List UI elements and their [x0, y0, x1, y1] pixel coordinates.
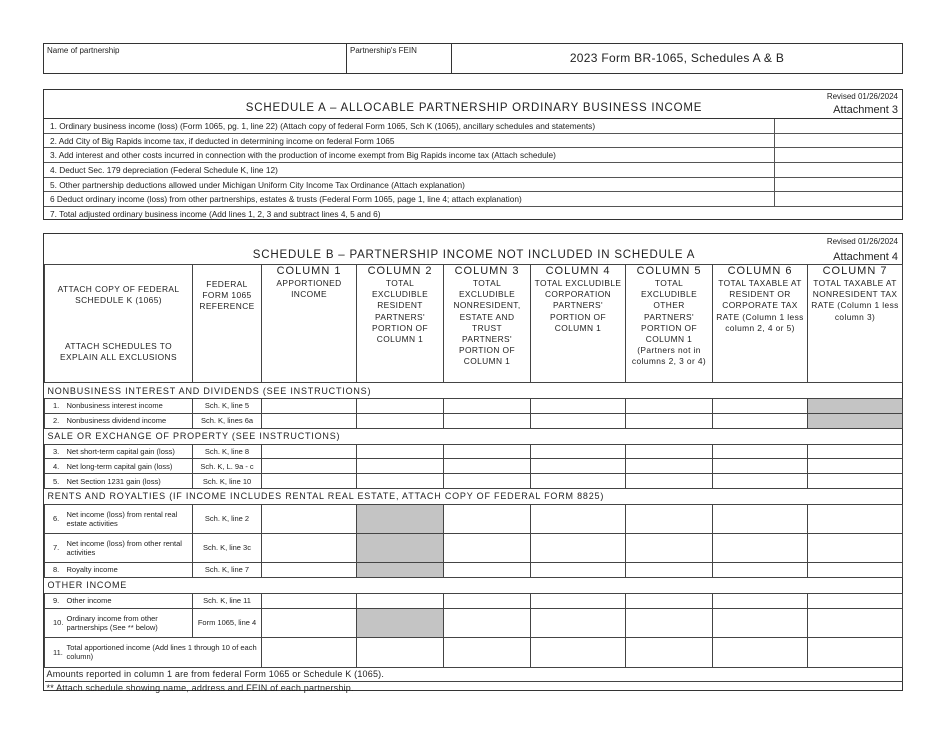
- schedule-a-amount-field[interactable]: [774, 163, 902, 177]
- column-4-header: [531, 265, 626, 383]
- row-number: 8.: [45, 562, 65, 577]
- section-nonbusiness-heading: NONBUSINESS INTEREST AND DIVIDENDS (SEE INSTRUCTIONS): [45, 383, 903, 399]
- row-number: 10.: [45, 608, 65, 637]
- amount-cell[interactable]: [531, 399, 626, 414]
- amount-cell[interactable]: [713, 474, 808, 489]
- table-row: [45, 459, 903, 474]
- column-4-desc: TOTAL EXCLUDIBLE CORPORATION PARTNERS' PORTION OF COLUMN 1: [534, 278, 622, 333]
- amount-cell[interactable]: [531, 474, 626, 489]
- amount-cell[interactable]: [713, 504, 808, 533]
- column-7-desc: TOTAL TAXABLE AT NONRESIDENT TAX RATE (Column 1 less column 3): [811, 278, 899, 322]
- note-row: [45, 681, 903, 695]
- row-number: 6.: [45, 504, 65, 533]
- row-description: Net long-term capital gain (loss): [65, 459, 193, 474]
- column-3-title: COLUMN 3: [454, 265, 520, 277]
- schedule-a-line: [44, 207, 902, 222]
- amount-cell[interactable]: [713, 399, 808, 414]
- column-1-header: [262, 265, 357, 383]
- amount-cell[interactable]: [444, 533, 531, 562]
- form-title: 2023 Form BR-1065, Schedules A & B: [569, 51, 785, 65]
- table-row: [45, 533, 903, 562]
- amount-cell[interactable]: [713, 444, 808, 459]
- amount-cell[interactable]: [444, 413, 531, 428]
- schedule-a-line: [44, 163, 902, 178]
- amount-cell[interactable]: [626, 399, 713, 414]
- schedule-a-line-label: 1. Ordinary business income (loss) (Form 1065, pg. 1, line 22) (Attach copy of federal Form 1065, Sch K (1065), ancillary schedules and statements): [50, 121, 596, 131]
- row-reference: Sch. K, line 10: [193, 474, 262, 489]
- row-description: Net short-term capital gain (loss): [65, 444, 193, 459]
- amount-cell[interactable]: [626, 504, 713, 533]
- row-reference: Sch. K, lines 6a: [193, 413, 262, 428]
- shaded-cell: [357, 608, 444, 637]
- schedule-a-line-label: 6 Deduct ordinary income (loss) from other partnerships, estates & trusts (Federal Form 1065, page 1, line 4; attach explanation): [50, 194, 522, 205]
- column-4-title: COLUMN 4: [545, 265, 611, 277]
- row-reference: Sch. K, line 5: [193, 399, 262, 414]
- row-description: Total apportioned income (Add lines 1 through 10 of each column): [65, 637, 262, 667]
- amount-cell[interactable]: [713, 637, 808, 667]
- amount-cell[interactable]: [713, 608, 808, 637]
- section-row: [45, 488, 903, 504]
- row-description: Royalty income: [65, 562, 193, 577]
- partnership-fein-field[interactable]: [347, 44, 452, 73]
- schedule-a-line: [44, 134, 902, 149]
- row-number: 3.: [45, 444, 65, 459]
- table-row: [45, 504, 903, 533]
- amount-cell[interactable]: [808, 444, 903, 459]
- amount-cell[interactable]: [262, 459, 357, 474]
- partnership-fein-label: Partnership's FEIN: [350, 46, 417, 55]
- amount-cell[interactable]: [357, 399, 444, 414]
- amount-cell[interactable]: [531, 413, 626, 428]
- row-number: 2.: [45, 413, 65, 428]
- schedule-a-line: [44, 119, 902, 134]
- amount-cell[interactable]: [357, 444, 444, 459]
- amount-cell[interactable]: [713, 533, 808, 562]
- shaded-cell: [808, 399, 903, 414]
- amount-cell[interactable]: [626, 459, 713, 474]
- column-3-desc: TOTAL EXCLUDIBLE NONRESIDENT, ESTATE AND TRUST PARTNERS' PORTION OF COLUMN 1: [453, 278, 521, 367]
- amount-cell[interactable]: [357, 593, 444, 608]
- amount-cell[interactable]: [808, 504, 903, 533]
- amount-cell[interactable]: [444, 562, 531, 577]
- amount-cell[interactable]: [357, 474, 444, 489]
- row-number: 5.: [45, 474, 65, 489]
- amount-cell[interactable]: [531, 608, 626, 637]
- schedule-a-line-label: 7. Total adjusted ordinary business income (Add lines 1, 2, 3 and subtract lines 4, 5 and 6): [50, 209, 381, 220]
- amount-cell[interactable]: [262, 444, 357, 459]
- amount-cell[interactable]: [531, 459, 626, 474]
- schedule-b-table: [44, 264, 903, 695]
- amount-cell[interactable]: [444, 474, 531, 489]
- attach-instructions-cell: [45, 265, 193, 383]
- row-reference: Sch. K, line 2: [193, 504, 262, 533]
- amount-cell[interactable]: [444, 593, 531, 608]
- schedule-a-line: [44, 192, 902, 207]
- column-6-header: [713, 265, 808, 383]
- schedule-a-line-label: 3. Add interest and other costs incurred in connection with the production of income exempt from Big Rapids income tax (Attach schedule): [50, 150, 556, 161]
- table-row: [45, 474, 903, 489]
- schedule-a-line-label: 4. Deduct Sec. 179 depreciation (Federal Schedule K, line 12): [50, 165, 278, 176]
- column-2-header: [357, 265, 444, 383]
- row-reference: Sch. K, line 7: [193, 562, 262, 577]
- table-row: [45, 593, 903, 608]
- partnership-name-label: Name of partnership: [47, 46, 120, 55]
- table-row: [45, 413, 903, 428]
- amount-cell[interactable]: [262, 399, 357, 414]
- amount-cell[interactable]: [531, 444, 626, 459]
- schedule-a-amount-field[interactable]: [774, 134, 902, 148]
- amount-cell[interactable]: [808, 474, 903, 489]
- header-box: [43, 43, 903, 74]
- table-row: [45, 637, 903, 667]
- column-7-title: COLUMN 7: [822, 265, 888, 277]
- row-reference: Sch. K, L. 9a - c: [193, 459, 262, 474]
- schedule-a-amount-field[interactable]: [774, 119, 902, 133]
- column-header-row: [45, 265, 903, 383]
- attach-k1-instruction: ATTACH COPY OF FEDERAL SCHEDULE K (1065): [57, 284, 180, 306]
- amount-cell[interactable]: [262, 533, 357, 562]
- row-description: Ordinary income from other partnerships (See ** below): [65, 608, 193, 637]
- attach-schedules-instruction: ATTACH SCHEDULES TO EXPLAIN ALL EXCLUSIONS: [60, 340, 177, 362]
- schedule-a-lines: [44, 118, 902, 222]
- amount-cell[interactable]: [808, 637, 903, 667]
- amount-cell[interactable]: [713, 413, 808, 428]
- schedule-a-line-label: 5. Other partnership deductions allowed under Michigan Uniform City Income Tax Ordinance (Attach explanation): [50, 179, 465, 190]
- note-row: [45, 667, 903, 681]
- amount-cell[interactable]: [626, 533, 713, 562]
- note-column1-source: Amounts reported in column 1 are from federal Form 1065 or Schedule K (1065).: [45, 667, 903, 681]
- amount-cell[interactable]: [713, 562, 808, 577]
- amount-cell[interactable]: [531, 504, 626, 533]
- amount-cell[interactable]: [444, 459, 531, 474]
- amount-cell[interactable]: [626, 562, 713, 577]
- section-sale-heading: SALE OR EXCHANGE OF PROPERTY (SEE INSTRUCTIONS): [45, 428, 903, 444]
- amount-cell[interactable]: [444, 608, 531, 637]
- amount-cell[interactable]: [626, 637, 713, 667]
- schedule-a-line: [44, 178, 902, 193]
- schedule-a-revised: Revised 01/26/2024: [826, 92, 898, 101]
- row-number: 9.: [45, 593, 65, 608]
- amount-cell[interactable]: [626, 593, 713, 608]
- row-description: Other income: [65, 593, 193, 608]
- row-description: Net Section 1231 gain (loss): [65, 474, 193, 489]
- partnership-name-field[interactable]: [44, 44, 347, 73]
- column-7-header: [808, 265, 903, 383]
- amount-cell[interactable]: [262, 608, 357, 637]
- amount-cell[interactable]: [262, 562, 357, 577]
- column-5-title: COLUMN 5: [636, 265, 702, 277]
- schedule-b-attachment: Attachment 4: [833, 251, 898, 263]
- federal-reference-header: FEDERAL FORM 1065 REFERENCE: [193, 265, 262, 383]
- amount-cell[interactable]: [713, 459, 808, 474]
- column-5-header: [626, 265, 713, 383]
- row-number: 7.: [45, 533, 65, 562]
- table-row: [45, 444, 903, 459]
- amount-cell[interactable]: [808, 593, 903, 608]
- amount-cell[interactable]: [626, 608, 713, 637]
- section-row: [45, 383, 903, 399]
- row-description: Nonbusiness interest income: [65, 399, 193, 414]
- amount-cell[interactable]: [531, 637, 626, 667]
- amount-cell[interactable]: [357, 459, 444, 474]
- column-2-desc: TOTAL EXCLUDIBLE RESIDENT PARTNERS' PORTION OF COLUMN 1: [371, 278, 429, 345]
- amount-cell[interactable]: [444, 399, 531, 414]
- amount-cell[interactable]: [808, 562, 903, 577]
- amount-cell[interactable]: [262, 637, 357, 667]
- row-description: Net income (loss) from rental real estate activities: [65, 504, 193, 533]
- schedule-a-line: [44, 148, 902, 163]
- amount-cell[interactable]: [626, 413, 713, 428]
- row-reference: Form 1065, line 4: [193, 608, 262, 637]
- row-number: 4.: [45, 459, 65, 474]
- amount-cell[interactable]: [713, 593, 808, 608]
- amount-cell[interactable]: [262, 413, 357, 428]
- schedule-a-attachment: Attachment 3: [833, 104, 898, 116]
- row-description: Net income (loss) from other rental activities: [65, 533, 193, 562]
- row-reference: Sch. K, line 11: [193, 593, 262, 608]
- amount-cell[interactable]: [531, 562, 626, 577]
- amount-cell[interactable]: [262, 474, 357, 489]
- shaded-cell: [357, 562, 444, 577]
- amount-cell[interactable]: [626, 474, 713, 489]
- schedule-a-amount-field[interactable]: [774, 192, 902, 206]
- schedule-a-title: SCHEDULE A – ALLOCABLE PARTNERSHIP ORDINARY BUSINESS INCOME: [245, 102, 703, 114]
- section-rents-heading: RENTS AND ROYALTIES (IF INCOME INCLUDES RENTAL REAL ESTATE, ATTACH COPY OF FEDERAL FORM 8825): [45, 488, 903, 504]
- amount-cell[interactable]: [626, 444, 713, 459]
- schedule-a-line-label: 2. Add City of Big Rapids income tax, if deducted in determining income on federal Form 1065: [50, 135, 395, 146]
- column-6-title: COLUMN 6: [727, 265, 793, 277]
- amount-cell[interactable]: [444, 444, 531, 459]
- column-1-desc: APPORTIONED INCOME: [276, 278, 342, 300]
- table-row: [45, 399, 903, 414]
- row-number: 11.: [45, 637, 65, 667]
- shaded-cell: [808, 413, 903, 428]
- row-reference: Sch. K, line 8: [193, 444, 262, 459]
- column-3-header: [444, 265, 531, 383]
- schedule-a: [43, 89, 903, 220]
- amount-cell[interactable]: [357, 413, 444, 428]
- row-description: Nonbusiness dividend income: [65, 413, 193, 428]
- schedule-b-revised: Revised 01/26/2024: [826, 237, 898, 246]
- amount-cell[interactable]: [808, 608, 903, 637]
- amount-cell[interactable]: [262, 504, 357, 533]
- schedule-b-title: SCHEDULE B – PARTNERSHIP INCOME NOT INCLUDED IN SCHEDULE A: [252, 249, 696, 261]
- schedule-a-amount-field[interactable]: [774, 148, 902, 162]
- schedule-a-amount-field[interactable]: [774, 207, 902, 222]
- amount-cell[interactable]: [808, 459, 903, 474]
- amount-cell[interactable]: [262, 593, 357, 608]
- row-reference: Sch. K, line 3c: [193, 533, 262, 562]
- amount-cell[interactable]: [531, 533, 626, 562]
- section-other-heading: OTHER INCOME: [45, 577, 903, 593]
- table-row: [45, 562, 903, 577]
- shaded-cell: [357, 533, 444, 562]
- column-1-title: COLUMN 1: [276, 265, 342, 277]
- column-2-title: COLUMN 2: [367, 265, 433, 277]
- column-6-desc: TOTAL TAXABLE AT RESIDENT OR CORPORATE TAX RATE (Column 1 less column 2, 4 or 5): [716, 278, 804, 333]
- amount-cell[interactable]: [808, 533, 903, 562]
- schedule-b: [43, 233, 903, 694]
- note-attach-schedule: ** Attach schedule showing name, address and FEIN of each partnership.: [45, 681, 903, 695]
- shaded-cell: [357, 504, 444, 533]
- section-row: [45, 428, 903, 444]
- amount-cell[interactable]: [444, 637, 531, 667]
- column-5-desc: TOTAL EXCLUDIBLE OTHER PARTNERS' PORTION OF COLUMN 1 (Partners not in columns 2, 3 or 4): [631, 278, 707, 367]
- section-row: [45, 577, 903, 593]
- amount-cell[interactable]: [444, 504, 531, 533]
- schedule-a-amount-field[interactable]: [774, 178, 902, 192]
- amount-cell[interactable]: [357, 637, 444, 667]
- row-number: 1.: [45, 399, 65, 414]
- amount-cell[interactable]: [531, 593, 626, 608]
- table-row: [45, 608, 903, 637]
